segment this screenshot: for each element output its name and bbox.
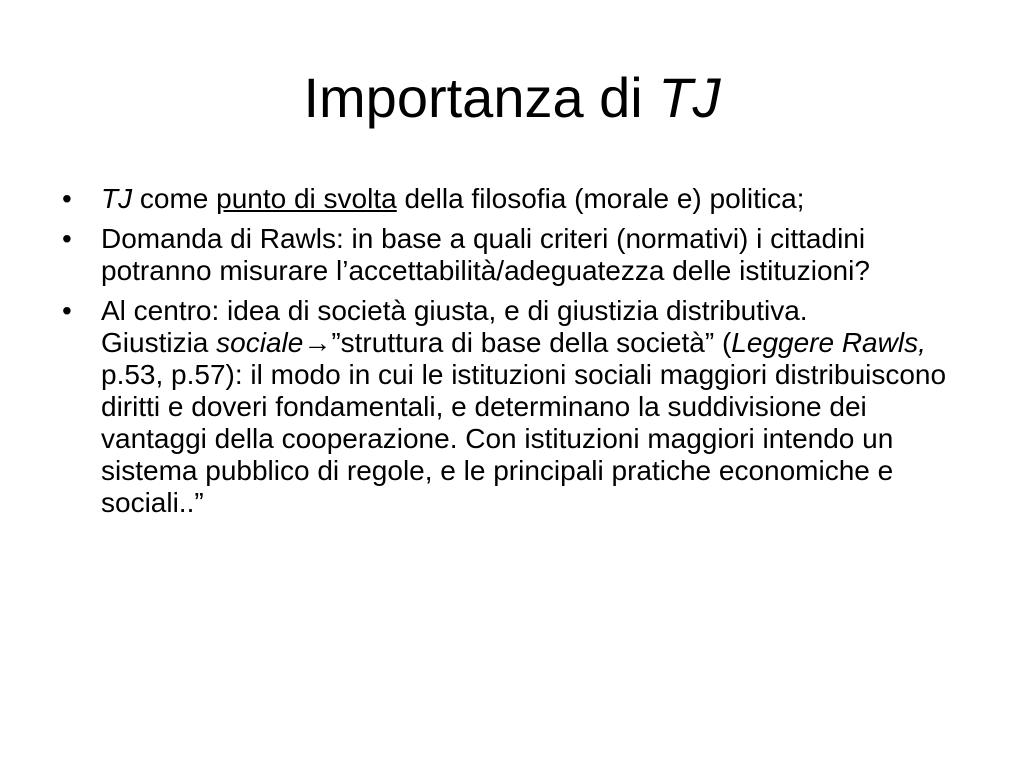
bullet-2-text: Domanda di Rawls: in base a quali criteri (normativi) i cittadini potranno misurare l’accettabilità/adeguatezza delle istituzioni? (101, 223, 870, 286)
bullet-1-text-b: della filosofia (morale e) politica; (396, 183, 805, 214)
slide-title (0, 64, 1024, 132)
bullet-icon: • (62, 223, 72, 254)
slide-title-text: Importanza di (303, 66, 659, 129)
slide-title-italic: TJ (658, 66, 721, 129)
bullet-list (62, 183, 972, 527)
bullet-item-3 (62, 295, 972, 519)
bullet-3-italic-sociale: sociale (216, 327, 304, 358)
bullet-item-2 (62, 223, 972, 287)
bullet-icon: • (62, 295, 72, 326)
bullet-3-italic-leggere-rawls: Leggere Rawls, (731, 327, 926, 358)
bullet-1-underlined-text: punto di svolta (216, 183, 397, 214)
bullet-3-line1: Al centro: idea di società giusta, e di giustizia distributiva. (101, 295, 808, 326)
bullet-3-text-b: →”struttura di base della società” ( (303, 327, 732, 358)
bullet-3-text-a: Giustizia (101, 327, 217, 358)
bullet-1-text-a: come (132, 183, 217, 214)
bullet-3-text-c: p.53, p.57): il modo in cui le istituzioni sociali maggiori distribuiscono diritti e doveri fondamentali, e determinano la suddivisione dei vantaggi della cooperazione. Con istituzioni maggiori intendo un sistema pubblico di regole, e le principali pratiche economiche e sociali..” (101, 359, 947, 518)
bullet-1-italic-tj: TJ (101, 183, 133, 214)
bullet-item-1 (62, 183, 972, 215)
bullet-icon: • (62, 183, 72, 214)
